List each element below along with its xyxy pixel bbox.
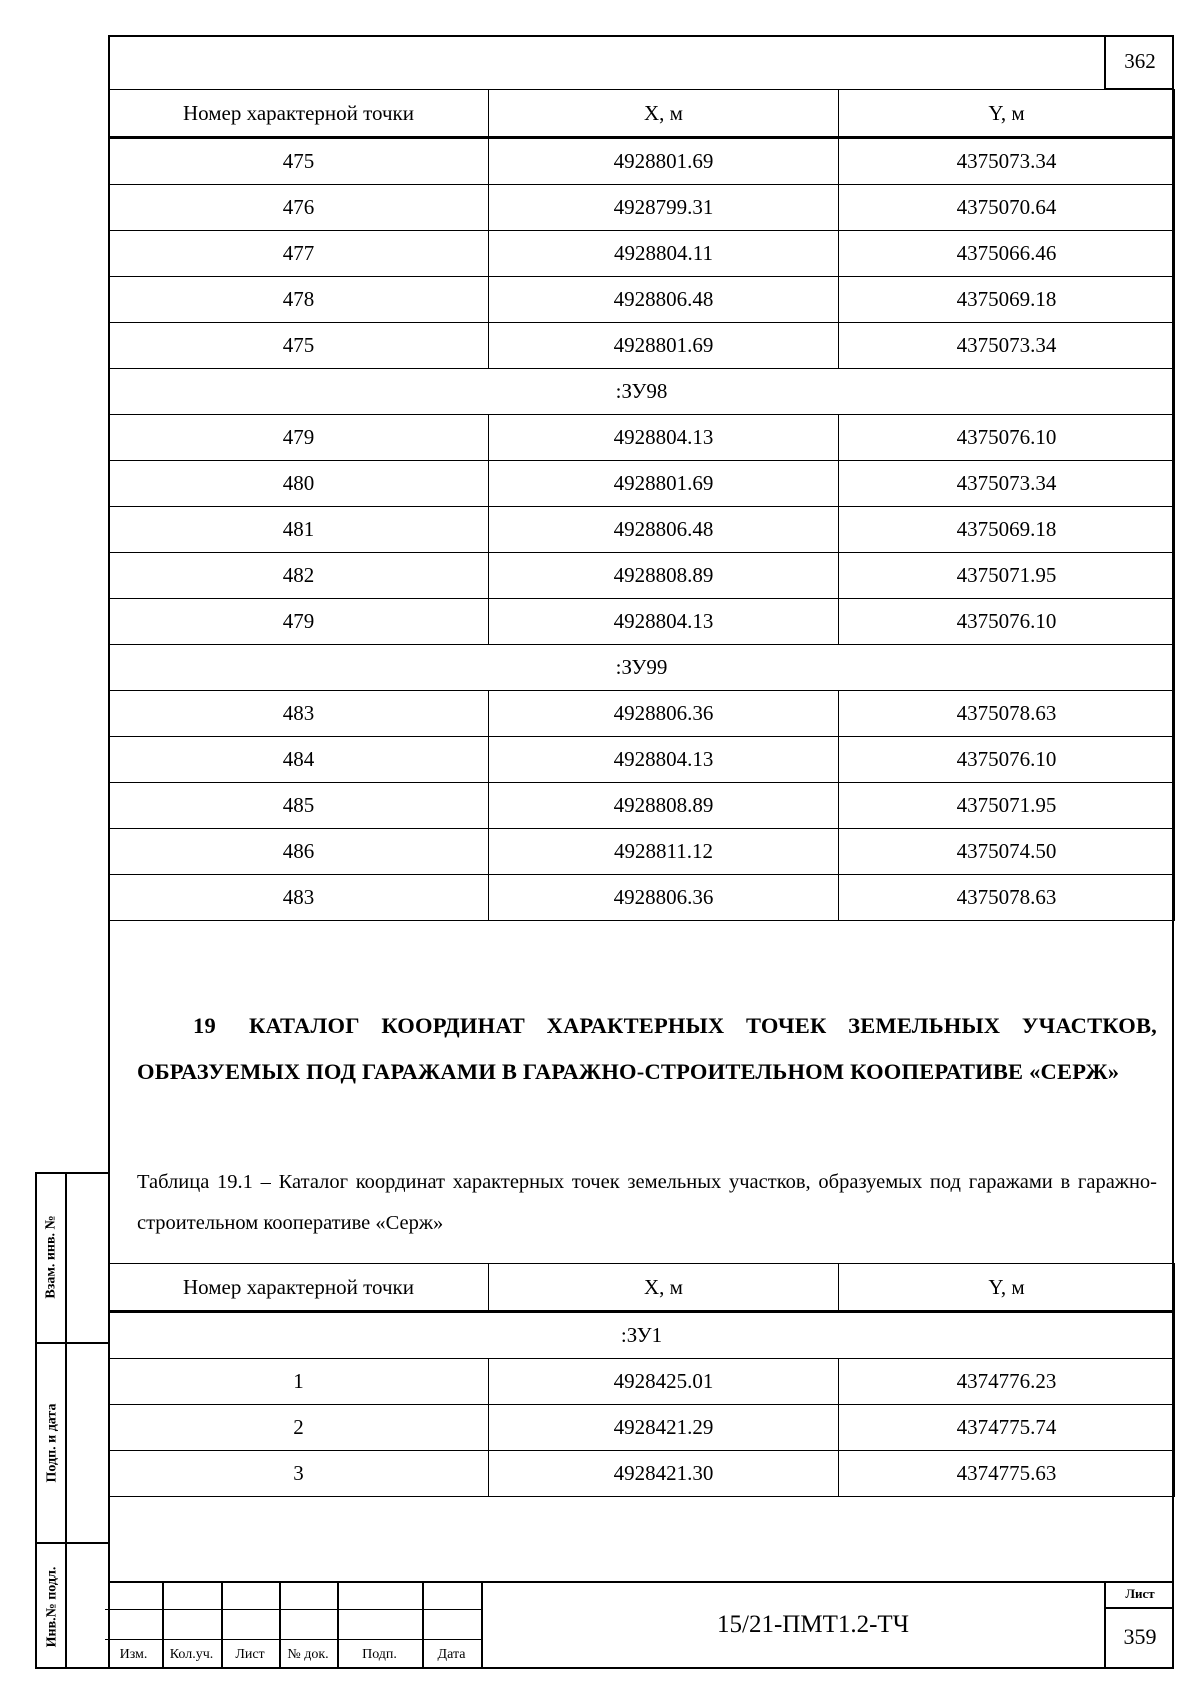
coordinates-table-bottom	[108, 1263, 1175, 1497]
x-coordinate-cell: 4928804.11	[489, 231, 839, 277]
label-kol-uch: Кол.уч.	[169, 1647, 214, 1662]
table-row	[109, 1359, 1175, 1405]
y-coordinate-cell: 4375073.34	[839, 138, 1175, 185]
point-number-cell: 483	[109, 875, 489, 921]
top-page-number: 362	[1104, 35, 1174, 90]
left-stamp-strip	[35, 1172, 108, 1669]
point-number-cell: 483	[109, 691, 489, 737]
parcel-label: :ЗУ98	[109, 369, 1175, 415]
y-coordinate-cell: 4375076.10	[839, 737, 1175, 783]
section-number: 19	[193, 1013, 216, 1038]
label-date: Дата	[437, 1647, 466, 1662]
strip-divider	[65, 1172, 67, 1669]
coordinates-table-top	[108, 89, 1175, 921]
parcel-label: :ЗУ99	[109, 645, 1175, 691]
point-number-cell: 475	[109, 323, 489, 369]
y-coordinate-cell: 4374776.23	[839, 1359, 1175, 1405]
title-block-grid	[105, 1581, 483, 1669]
table-row	[109, 599, 1175, 645]
x-coordinate-cell: 4928421.29	[489, 1405, 839, 1451]
header-x: X, м	[489, 90, 839, 138]
header-y: Y, м	[839, 90, 1175, 138]
point-number-cell: 479	[109, 599, 489, 645]
x-coordinate-cell: 4928808.89	[489, 553, 839, 599]
point-number-cell: 485	[109, 783, 489, 829]
point-number-cell: 482	[109, 553, 489, 599]
table-header-row	[109, 1264, 1175, 1312]
table-row	[109, 691, 1175, 737]
x-coordinate-cell: 4928425.01	[489, 1359, 839, 1405]
stamp-inv-label: Инв.№ подл.	[44, 1566, 59, 1647]
y-coordinate-cell: 4375076.10	[839, 415, 1175, 461]
point-number-cell: 475	[109, 138, 489, 185]
y-coordinate-cell: 4375069.18	[839, 507, 1175, 553]
label-list: Лист	[235, 1647, 265, 1662]
point-number-cell: 477	[109, 231, 489, 277]
x-coordinate-cell: 4928804.13	[489, 415, 839, 461]
x-coordinate-cell: 4928799.31	[489, 185, 839, 231]
table-row	[109, 553, 1175, 599]
header-point: Номер характерной точки	[109, 1264, 489, 1312]
stamp-podp-label: Подп. и дата	[44, 1403, 59, 1483]
y-coordinate-cell: 4374775.63	[839, 1451, 1175, 1497]
table-row	[109, 185, 1175, 231]
table-row	[109, 829, 1175, 875]
y-coordinate-cell: 4375078.63	[839, 691, 1175, 737]
y-coordinate-cell: 4375071.95	[839, 783, 1175, 829]
x-coordinate-cell: 4928806.48	[489, 507, 839, 553]
table-header-row	[109, 90, 1175, 138]
table-row	[109, 783, 1175, 829]
table-row	[109, 231, 1175, 277]
x-coordinate-cell: 4928806.48	[489, 277, 839, 323]
x-coordinate-cell: 4928804.13	[489, 599, 839, 645]
parcel-label: :ЗУ1	[109, 1312, 1175, 1359]
point-number-cell: 480	[109, 461, 489, 507]
sheet-label: Лист	[1106, 1581, 1174, 1609]
point-number-cell: 476	[109, 185, 489, 231]
y-coordinate-cell: 4375073.34	[839, 461, 1175, 507]
point-number-cell: 2	[109, 1405, 489, 1451]
label-izm: Изм.	[119, 1647, 148, 1662]
table-caption: Таблица 19.1 – Каталог координат характерных точек земельных участков, образуемых под гаражами в гаражно-строительном кооперативе «Серж»	[137, 1171, 1157, 1234]
document-code: 15/21-ПМТ1.2-ТЧ	[717, 1611, 909, 1638]
section-heading	[137, 1003, 1157, 1095]
y-coordinate-cell: 4375071.95	[839, 553, 1175, 599]
y-coordinate-cell: 4375069.18	[839, 277, 1175, 323]
point-number-cell: 479	[109, 415, 489, 461]
x-coordinate-cell: 4928801.69	[489, 323, 839, 369]
sheet-number: 359	[1123, 1624, 1157, 1649]
point-number-cell: 484	[109, 737, 489, 783]
group-row	[109, 369, 1175, 415]
table-row	[109, 415, 1175, 461]
table-row	[109, 875, 1175, 921]
y-coordinate-cell: 4375076.10	[839, 599, 1175, 645]
table-row	[109, 461, 1175, 507]
x-coordinate-cell: 4928804.13	[489, 737, 839, 783]
sheet-box	[1104, 1581, 1174, 1669]
y-coordinate-cell: 4375078.63	[839, 875, 1175, 921]
y-coordinate-cell: 4375066.46	[839, 231, 1175, 277]
y-coordinate-cell: 4375070.64	[839, 185, 1175, 231]
header-point: Номер характерной точки	[109, 90, 489, 138]
table-row	[109, 138, 1175, 185]
header-x: X, м	[489, 1264, 839, 1312]
y-coordinate-cell: 4374775.74	[839, 1405, 1175, 1451]
y-coordinate-cell: 4375074.50	[839, 829, 1175, 875]
table-row	[109, 1405, 1175, 1451]
table-row	[109, 507, 1175, 553]
group-row	[109, 645, 1175, 691]
point-number-cell: 478	[109, 277, 489, 323]
point-number-cell: 1	[109, 1359, 489, 1405]
x-coordinate-cell: 4928806.36	[489, 691, 839, 737]
stamp-vzam-label: Взам. инв. №	[44, 1215, 60, 1299]
table-row	[109, 737, 1175, 783]
point-number-cell: 486	[109, 829, 489, 875]
table-row	[109, 323, 1175, 369]
label-doc-number: № док.	[287, 1647, 329, 1662]
table-row	[109, 277, 1175, 323]
table-row	[109, 1451, 1175, 1497]
point-number-cell: 481	[109, 507, 489, 553]
label-podp: Подп.	[362, 1647, 397, 1662]
x-coordinate-cell: 4928801.69	[489, 461, 839, 507]
group-row	[109, 1312, 1175, 1359]
x-coordinate-cell: 4928421.30	[489, 1451, 839, 1497]
x-coordinate-cell: 4928808.89	[489, 783, 839, 829]
y-coordinate-cell: 4375073.34	[839, 323, 1175, 369]
title-block	[105, 1581, 1174, 1669]
x-coordinate-cell: 4928801.69	[489, 138, 839, 185]
point-number-cell: 3	[109, 1451, 489, 1497]
x-coordinate-cell: 4928811.12	[489, 829, 839, 875]
section-title: КАТАЛОГ КООРДИНАТ ХАРАКТЕРНЫХ ТОЧЕК ЗЕМЕЛЬНЫХ УЧАСТКОВ, ОБРАЗУЕМЫХ ПОД ГАРАЖАМИ В ГАРАЖНО-СТРОИТЕЛЬНОМ КООПЕРАТИВЕ «СЕРЖ»	[137, 1013, 1157, 1084]
header-y: Y, м	[839, 1264, 1175, 1312]
x-coordinate-cell: 4928806.36	[489, 875, 839, 921]
